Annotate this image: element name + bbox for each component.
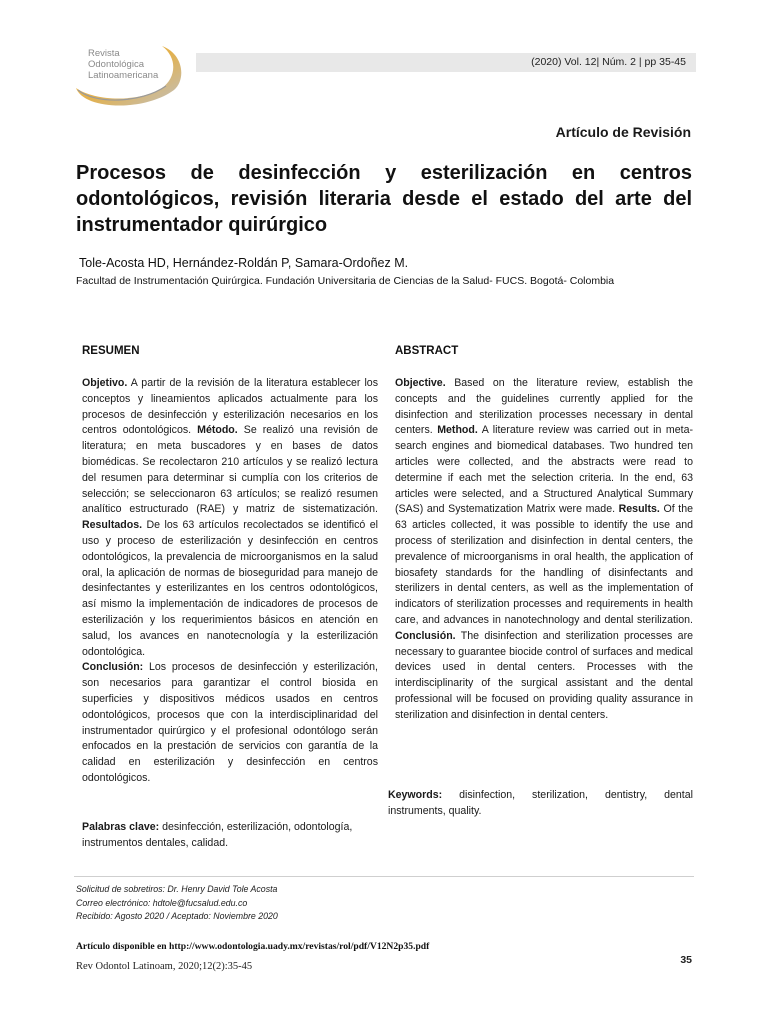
article-title: Procesos de desinfección y esterilización en centros odontológicos, revisión literaria desde el estado del arte del instrumentador quirúrgico bbox=[76, 162, 692, 236]
page-number: 35 bbox=[680, 954, 692, 966]
availability-link[interactable]: Artículo disponible en http://www.odontologia.uady.mx/revistas/rol/pdf/V12N2p35.pdf bbox=[76, 941, 430, 952]
footer-divider bbox=[74, 876, 694, 877]
reprint-request: Solicitud de sobretiros: Dr. Henry David Tole Acosta bbox=[76, 884, 278, 894]
keywords-text: disinfection, sterilization, dentistry, dental instruments, quality. bbox=[388, 789, 693, 817]
abstract-conclusion-label: Conclusión. bbox=[395, 629, 456, 642]
objective-text: Based on the literature review, establish the concepts and the guidelines currently applied for the disinfection and sterilization processes necessary in dental centers. bbox=[395, 377, 693, 437]
objetivo-text: A partir de la revisión de la literatura establecer los conceptos y lineamientos aplicados actualmente para los procesos de desinfección y esterilización necesarios en los centros odontológicos. bbox=[82, 377, 378, 437]
correspondence-notes bbox=[76, 883, 278, 924]
objective-label: Objective. bbox=[395, 377, 446, 389]
palabras-clave-text: desinfección, esterilización, odontología, instrumentos dentales, calidad. bbox=[82, 821, 353, 849]
metodo-text: Se realizó una revisión de literatura; en meta buscadores y en bases de datos biomédicas. Se recolectaron 210 artículos y se realizó lectura del resumen para determinar si cumplía con los criterios de selección; se seleccionaron 63 artículos; se realizó resumen analítico estructurado (RAE) y matriz de sistematización. bbox=[82, 424, 378, 516]
article-type: Artículo de Revisión bbox=[555, 124, 691, 140]
article-affiliation: Facultad de Instrumentación Quirúrgica. Fundación Universitaria de Ciencias de la Salud- FUCS. Bogotá- Colombia bbox=[76, 275, 615, 287]
resumen-keywords bbox=[82, 820, 378, 852]
objetivo-label: Objetivo. bbox=[82, 377, 128, 389]
received-accepted-dates: Recibido: Agosto 2020 / Aceptado: Noviembre 2020 bbox=[76, 911, 278, 921]
abstract-conclusion-text: The disinfection and sterilization processes are necessary to guarantee biocide control of surfaces and medical devices used in dental centers. Processes with the interdisciplinarity of the surgical assistant and the dental professional will be focused on providing quality assurance in sterilization and disinfection in dental centers. bbox=[395, 629, 693, 721]
abstract-keywords bbox=[388, 788, 693, 820]
method-text: A literature review was carried out in meta-search engines and biomedical databases. Two hundred ten articles were collected, and the abstracts were read to determine if each met the selection criteria. In the end, 63 articles were selected, and a Structured Analytical Summary (SAS) and Systematization Matrix were made. bbox=[395, 424, 693, 516]
logo-text: Revista Odontológica Latinoamericana bbox=[88, 48, 159, 81]
abstract-body bbox=[395, 376, 693, 724]
conclusion-text: Los procesos de desinfección y esterilización, son necesarios para garantizar el control biosida en superficies y dispositivos médicos usados en centros odontológicos, procesos que con la interdisciplinaridad del instrumentador quirúrgico y el profesional odontólogo serán enfocados en la prestación de servicios con garantía de la calidad en esterilización y desinfección en centros odontológicos. bbox=[82, 661, 378, 784]
palabras-clave-label: Palabras clave: bbox=[82, 821, 160, 833]
article-authors: Tole-Acosta HD, Hernández-Roldán P, Samara-Ordoñez M. bbox=[79, 256, 409, 270]
journal-citation: Rev Odontol Latinoam, 2020;12(2):35-45 bbox=[76, 961, 253, 972]
resumen-body bbox=[82, 376, 378, 787]
keywords-label: Keywords: bbox=[388, 789, 443, 801]
journal-logo bbox=[74, 40, 186, 110]
abstract-heading: ABSTRACT bbox=[395, 345, 459, 357]
metodo-label: Método. bbox=[197, 424, 238, 437]
contact-email: Correo electrónico: hdtole@fucsalud.edu.co bbox=[76, 897, 248, 908]
resultados-text: De los 63 artículos recolectados se identificó el uso y proceso de esterilización y desinfección en centros odontológicos, la prevalencia de microorganismos en la salud oral, la aplicación de normas de bioseguridad para manejo de desinfectantes y esterilizantes en los centros odontológicos, así mismo la implementación de indicadores de procesos de esterilización y los requerimientos básicos en atención en salud, los avances en nanotecnología y la esterilización odontológica. bbox=[82, 519, 378, 658]
issue-info: (2020) Vol. 12| Núm. 2 | pp 35-45 bbox=[531, 56, 686, 68]
conclusion-label: Conclusión: bbox=[82, 661, 144, 674]
results-label: Results. bbox=[618, 503, 660, 516]
issue-info-bar bbox=[196, 53, 696, 72]
method-label: Method. bbox=[437, 424, 478, 437]
resumen-heading: RESUMEN bbox=[82, 345, 140, 357]
resultados-label: Resultados. bbox=[82, 519, 143, 532]
results-text: Of the 63 articles collected, it was possible to identify the use and process of sterilization and disinfection in dental centers, the prevalence of microorganisms in oral health, the application of biosafety standards for the handling of disinfectants and sterilizers in dental centers, as well as the implementation of indicators of sterilization processes and requirements in health care, and advances in nanotechnology and dental sterilization. bbox=[395, 503, 693, 626]
